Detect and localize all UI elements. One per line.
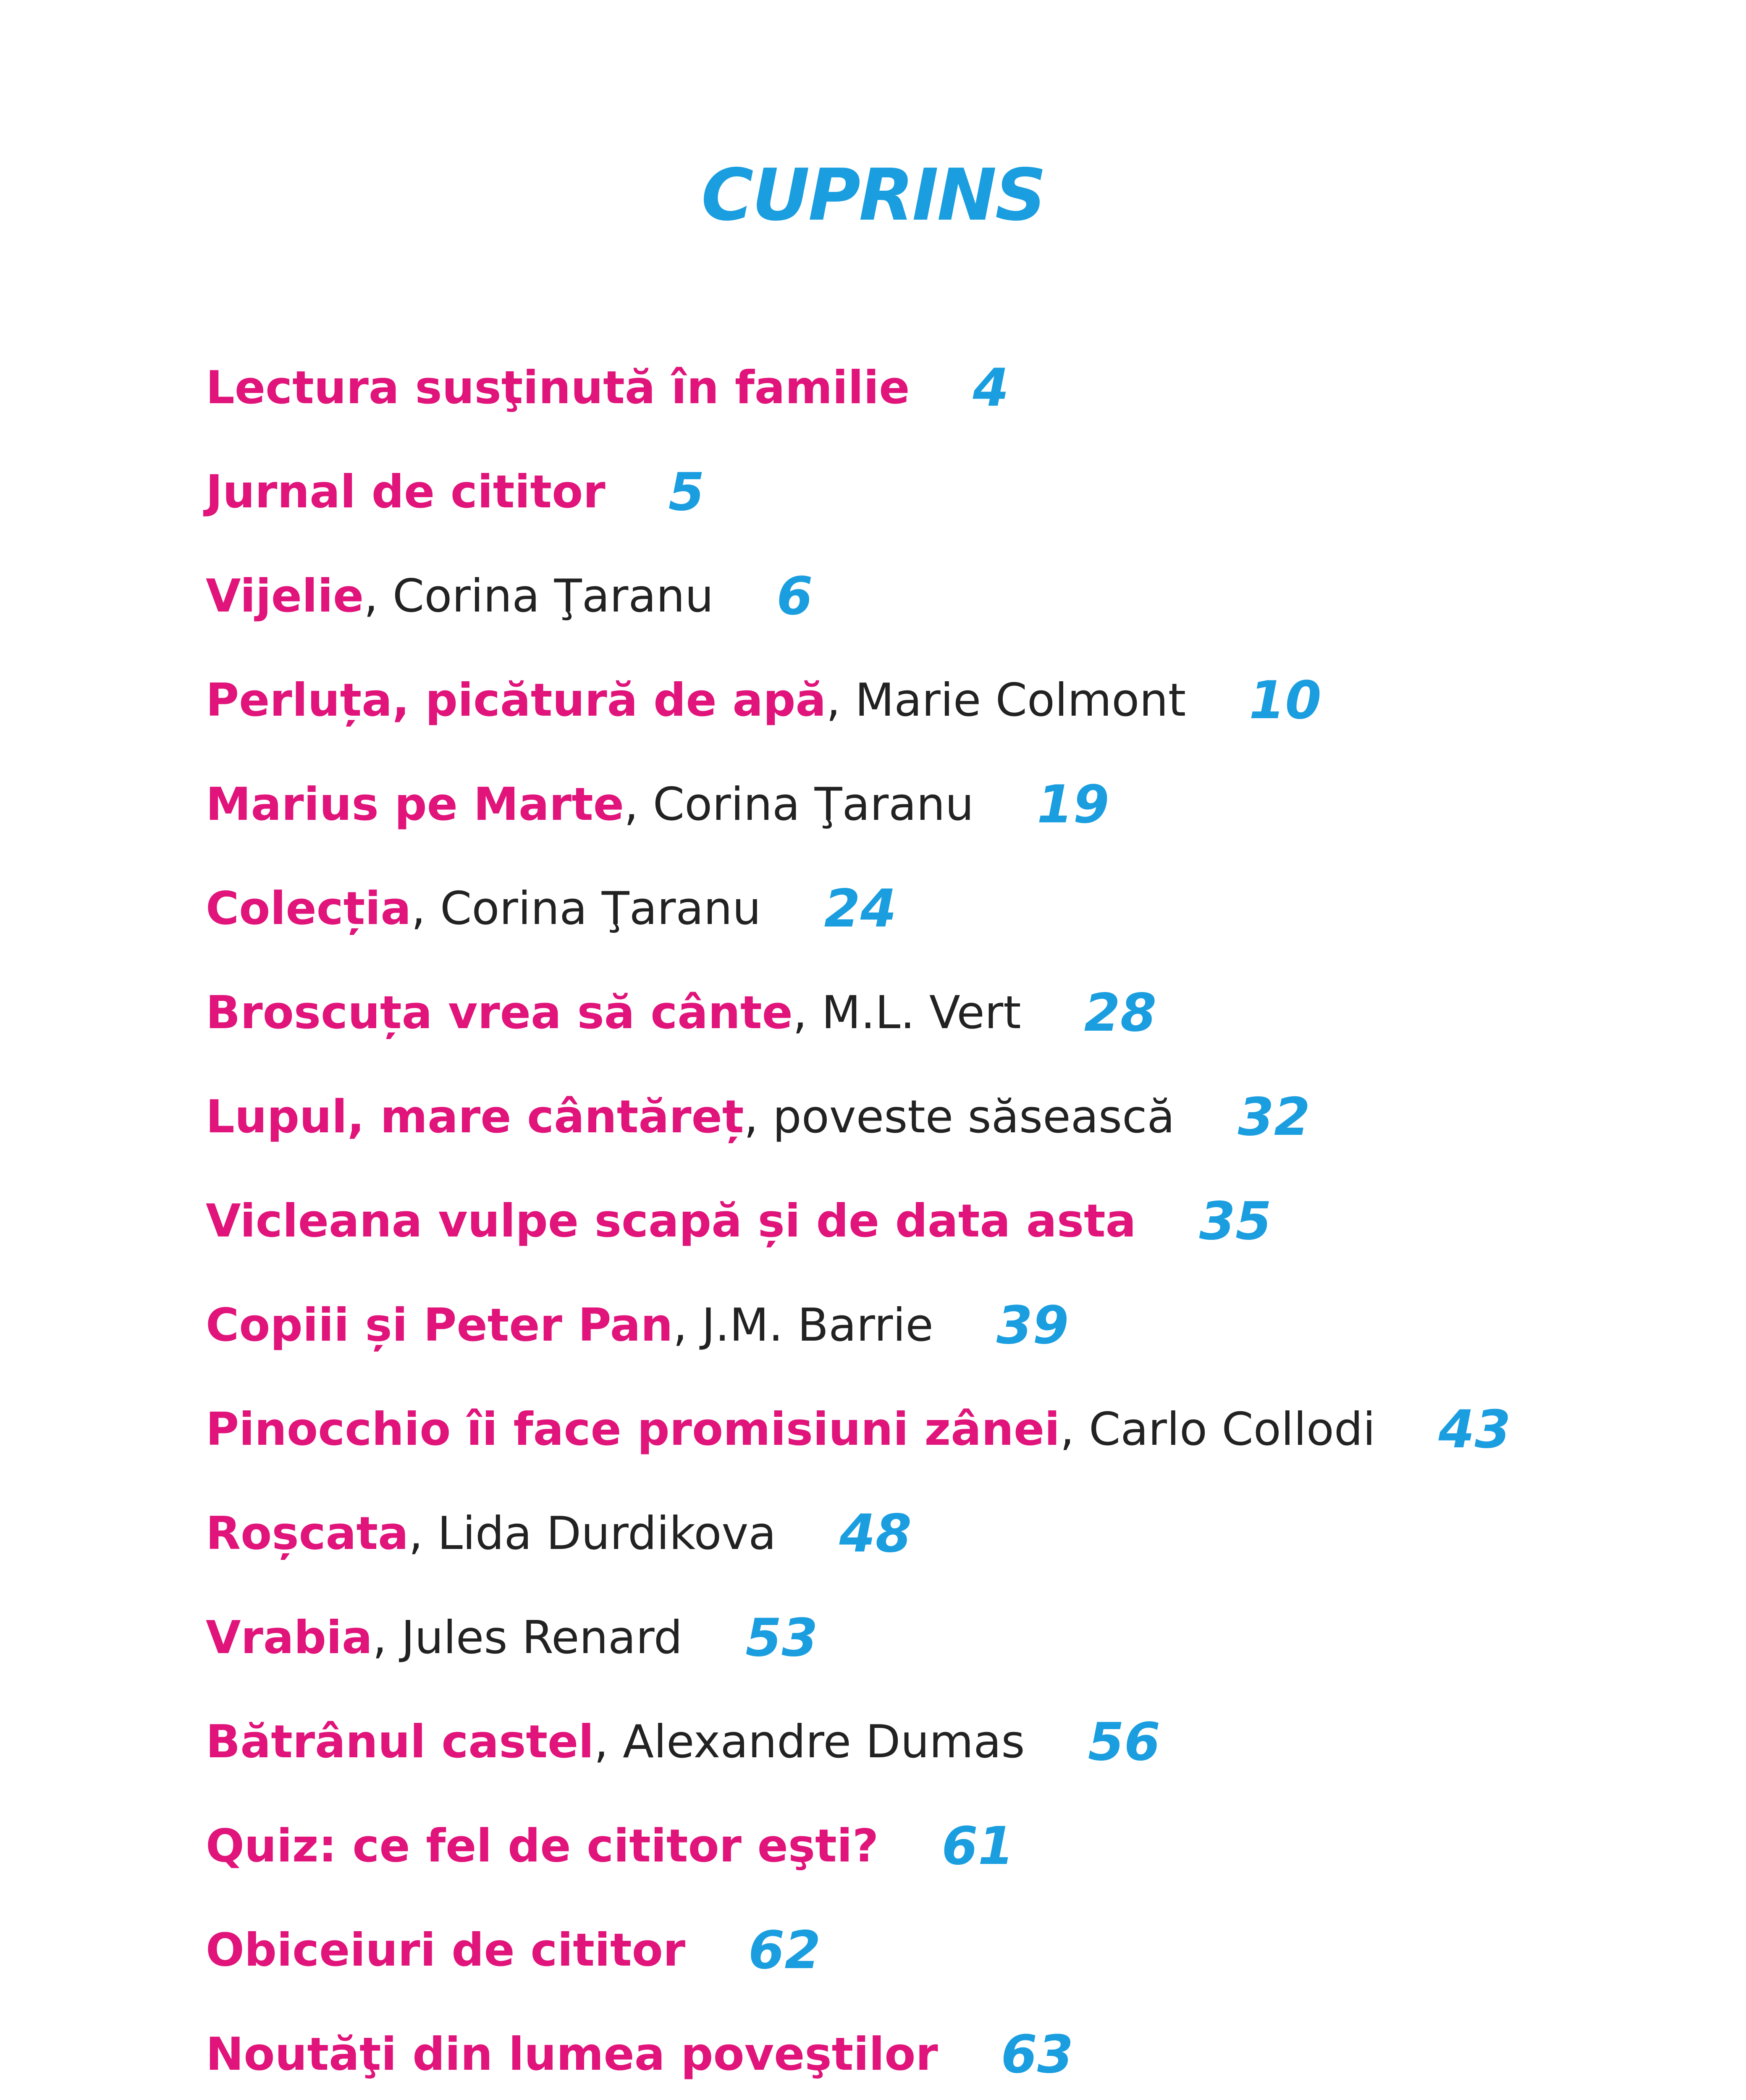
entry-page-number: 4 — [973, 358, 1009, 418]
toc-entry[interactable] — [206, 1482, 1633, 1586]
entry-page-number: 63 — [1001, 2024, 1074, 2085]
entry-page-number: 35 — [1199, 1191, 1272, 1252]
entry-title: Lectura susţinută în familie — [206, 362, 910, 414]
entry-author: , Marie Colmont — [826, 674, 1186, 727]
entry-title: Obiceiuri de cititor — [206, 1924, 686, 1977]
entry-page-number: 39 — [996, 1295, 1069, 1356]
entry-author: , Corina Ţaranu — [411, 882, 761, 935]
entry-page-number: 24 — [824, 879, 897, 939]
toc-entry[interactable] — [206, 648, 1633, 753]
entry-title: Vrabia — [206, 1612, 372, 1664]
entry-page-number: 10 — [1249, 670, 1321, 731]
table-of-contents — [206, 336, 1633, 2100]
toc-entry[interactable] — [206, 1378, 1633, 1482]
entry-page-number: 53 — [745, 1608, 818, 1668]
entry-author: , Alexandre Dumas — [594, 1716, 1025, 1768]
toc-entry[interactable] — [206, 753, 1633, 857]
entry-author: , Carlo Collodi — [1060, 1403, 1376, 1456]
entry-title: Roșcata — [206, 1507, 409, 1560]
entry-author: , M.L. Vert — [792, 987, 1021, 1039]
entry-author: , Lida Durdikova — [409, 1507, 776, 1560]
toc-entry[interactable] — [206, 1169, 1633, 1273]
entry-title: Marius pe Marte — [206, 778, 624, 831]
entry-title: Noutăţi din lumea poveştilor — [206, 2028, 938, 2081]
entry-page-number: 32 — [1237, 1087, 1311, 1147]
entry-author: , Jules Renard — [372, 1612, 683, 1664]
entry-page-number: 56 — [1088, 1712, 1161, 1772]
toc-entry[interactable] — [206, 1794, 1633, 1898]
toc-entry[interactable] — [206, 961, 1633, 1065]
entry-title: Jurnal de cititor — [206, 466, 606, 518]
entry-title: Bătrânul castel — [206, 1716, 594, 1768]
toc-entry[interactable] — [206, 336, 1633, 440]
entry-title: Pinocchio îi face promisiuni zânei — [206, 1403, 1060, 1456]
entry-title: Broscuța vrea să cânte — [206, 987, 793, 1039]
entry-title: Lupul, mare cântăreț — [206, 1091, 744, 1143]
entry-author: , Corina Ţaranu — [624, 778, 974, 831]
entry-title: Vijelie — [206, 570, 364, 622]
page-title: CUPRINS — [701, 154, 1045, 237]
entry-page-number: 6 — [776, 566, 813, 627]
entry-title: Vicleana vulpe scapă și de data asta — [206, 1195, 1136, 1247]
entry-author: , J.M. Barrie — [673, 1299, 933, 1352]
entry-page-number: 5 — [668, 462, 705, 522]
entry-page-number: 28 — [1084, 983, 1157, 1043]
entry-author: , Corina Ţaranu — [364, 570, 714, 622]
toc-entry[interactable] — [206, 1273, 1633, 1378]
toc-entry[interactable] — [206, 1586, 1633, 1690]
entry-author: , poveste săsească — [744, 1091, 1175, 1143]
entry-page-number: 61 — [941, 1816, 1015, 1877]
entry-page-number: 62 — [748, 1920, 821, 1981]
toc-entry[interactable] — [206, 1690, 1633, 1794]
toc-entry[interactable] — [206, 1065, 1633, 1169]
entry-title: Quiz: ce fel de cititor eşti? — [206, 1820, 879, 1872]
toc-entry[interactable] — [206, 857, 1633, 961]
entry-page-number: 19 — [1037, 774, 1109, 835]
entry-page-number: 43 — [1438, 1399, 1511, 1460]
entry-title: Perluța, picătură de apă — [206, 674, 826, 727]
toc-entry[interactable] — [206, 544, 1633, 648]
toc-entry[interactable] — [206, 1898, 1633, 2003]
entry-title: Copiii și Peter Pan — [206, 1299, 673, 1352]
entry-title: Colecția — [206, 882, 412, 935]
entry-page-number: 48 — [839, 1504, 912, 1564]
toc-entry[interactable] — [206, 440, 1633, 544]
toc-entry[interactable] — [206, 2003, 1633, 2100]
